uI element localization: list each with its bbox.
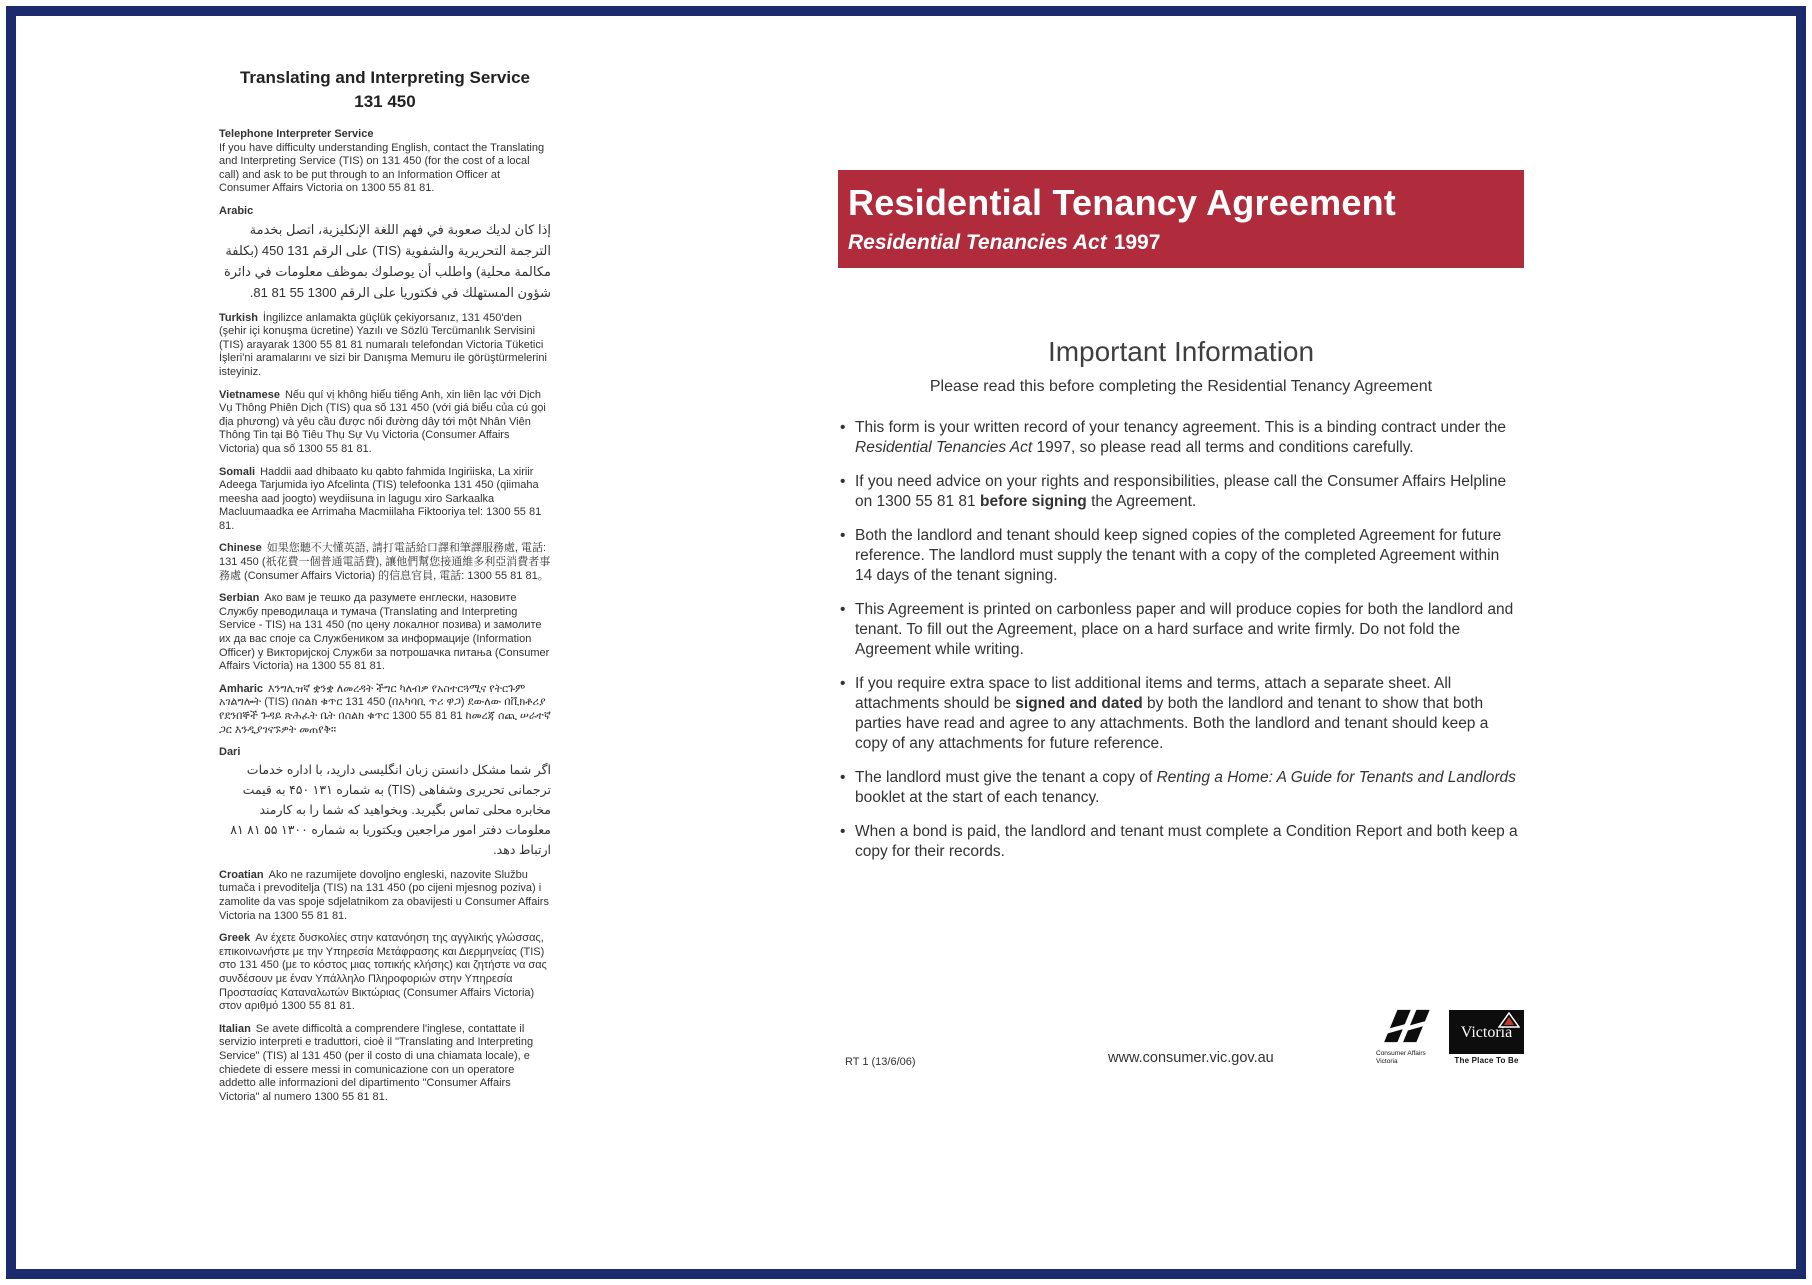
lang-text-telephone: If you have difficulty understanding English, contact the Translating and Interpreting Service (TIS) on 131 450 (for the cost of a local call) and ask to be put through to an Information Officer at Consumer Affairs Victoria on 1300 55 81 81.	[219, 141, 545, 195]
lang-section-greek	[219, 932, 551, 1014]
bullet-text-italic: Residential Tenancies Act	[855, 439, 1033, 456]
important-subheading: Please read this before completing the Residential Tenancy Agreement	[929, 378, 1433, 395]
lang-text-turkish: İngilizce anlamakta güçlük çekiyorsanız, 131 450'den (şehir içi konuşma ücretine) Yazılı ve Sözlü Tercümanlık Servisini (TIS) arayarak 1300 55 81 81 numaralı telefondan Victoria Tüketici İşleri'ni aramalarını ve sizi bir Danışma Memuru ile görüştürmelerini isteyiniz.	[219, 311, 547, 378]
lang-section-turkish	[219, 312, 551, 380]
lang-text-serbian: Ако вам је тешко да разумете енглески, назовите Службу преводилаца и тумача (Translating and Interpreting Service - TIS) на 131 450 (по цену локалног позива) и замолите их да вас споје са Службеником за информације (Information Officer) у Викторијској Служби за потрошачка питања (Consumer Affairs Victoria) на 1300 55 81 81.	[219, 592, 550, 673]
important-heading: Important Information	[1047, 336, 1315, 367]
victoria-logo-word: Victoria	[1460, 1024, 1513, 1041]
victoria-logo-tagline: The Place To Be	[1454, 1056, 1519, 1065]
lang-label-turkish: Turkish	[219, 311, 258, 324]
lang-label-chinese: Chinese	[219, 542, 262, 555]
document-subtitle	[848, 231, 1524, 255]
website-url: www.consumer.vic.gov.au	[1108, 1050, 1274, 1066]
consumer-affairs-logo-icon	[1376, 1008, 1434, 1044]
bullet-item	[840, 600, 1520, 660]
lang-section-telephone	[219, 128, 551, 196]
important-info-section	[838, 336, 1524, 396]
lang-label-italian: Italian	[219, 1022, 251, 1035]
bullet-text-bold: before signing	[979, 493, 1087, 510]
bullet-item	[840, 822, 1520, 862]
tis-title-line1: Translating and Interpreting Service	[239, 68, 531, 87]
translation-services-column	[219, 66, 551, 1104]
lang-text-chinese: 如果您聽不大懂英語, 請打電話給口譯和筆譯服務處, 電話: 131 450 (祇花費一個普通電話費), 讓他們幫您接通維多利亞消費者事務處 (Consumer Affairs Victoria) 的信息官員, 電話: 1300 55 81 81。	[219, 542, 551, 582]
bullet-item	[840, 526, 1520, 586]
agreement-info-column	[838, 0, 1524, 1285]
lang-section-chinese	[219, 542, 551, 583]
document-title: Residential Tenancy Agreement	[848, 182, 1396, 223]
lang-text-arabic: إذا كان لديك صعوبة في فهم اللغة الإنكليزية، اتصل بخدمة الترجمة التحريرية والشفوية (TIS) على الرقم 131 450 (بكلفة مكالمة محلية) واطلب أن يوصلوك بموظف معلومات في دائرة شؤون المستهلك في فكتوريا على الرقم 1300 55 81 81.	[223, 221, 551, 300]
lang-text-vietnamese: Nếu quí vị không hiểu tiếng Anh, xin liên lạc với Dịch Vụ Thông Phiên Dịch (TIS) qua số 131 450 (với giá biểu của cú gọi địa phương) và yêu cầu được nối đường dây tới một Nhân Viên Thông Tin tại Bộ Tiêu Thụ Sự Vụ Victoria (Consumer Affairs Victoria) qua số 1300 55 81 81.	[219, 388, 546, 455]
lang-section-italian	[219, 1023, 551, 1105]
bullet-text: the Agreement.	[1086, 493, 1197, 510]
act-year: 1997	[1113, 231, 1161, 254]
victoria-logo-box	[1449, 1010, 1524, 1054]
form-code: RT 1 (13/6/06)	[845, 1056, 916, 1068]
lang-text-dari: اگر شما مشکل دانستن زبان انگلیسی دارید، با اداره خدمات ترجمانی تحریری وشفاهی (TIS) به شماره ۱۳۱ ۴۵۰ به قیمت مخابره محلی تماس بگیرید. وبخواهید که شما را به کارمند معلومات دفتر امور مراجعین ویکتوریا به شماره ۱۳۰۰ ۵۵ ۸۱ ۸۱ ارتباط دهد.	[230, 762, 551, 857]
bullet-item	[840, 674, 1520, 754]
victoria-logo	[1449, 1010, 1524, 1065]
lang-text-somali: Haddii aad dhibaato ku qabto fahmida Ingiriiska, La xiriir Adeega Tarjumida iyo Afcelinta (TIS) telefoonka 131 450 (qiimaha meesha aad joogto) weydiisuna in lagugu xiro Sarkaalka Macluumaadka ee Arrimaha Macmiilaha Fiktooriya tel: 1300 55 81 81.	[219, 465, 542, 532]
lang-section-dari	[219, 746, 551, 860]
title-banner	[838, 170, 1524, 268]
lang-label-telephone: Telephone Interpreter Service	[219, 128, 374, 140]
lang-section-vietnamese	[219, 389, 551, 457]
cav-logo-line2: Victoria	[1376, 1057, 1398, 1065]
lang-section-amharic	[219, 683, 551, 737]
cav-logo-line1: Consumer Affairs	[1376, 1050, 1426, 1057]
lang-text-amharic: እንግሊዝኛ ቋንቋ ለመረዳት ችግር ካለብዎ የአስተርጓሚና የትርጉም አገልግሎት (TIS) በስልክ ቁጥር 131 450 (በአካባቢ ጥሪ ዋጋ) ደውለው በቪክቶሪያ የደንበኞች ጉዳይ ጽሕፈት ቤት በስልክ ቁጥር 1300 55 81 81 ከመረጃ ሰጪ ሠራተኛ ጋር እንዲያገናኙዎት መጠየቅ።	[219, 682, 551, 736]
bullet-text: This form is your written record of your tenancy agreement. This is a binding contract under the	[855, 419, 1507, 436]
bullet-text: The landlord must give the tenant a copy of	[855, 769, 1157, 786]
bullet-text: booklet at the start of each tenancy.	[855, 789, 1100, 806]
tis-title	[219, 66, 551, 114]
consumer-affairs-victoria-logo	[1376, 1008, 1440, 1065]
lang-section-serbian	[219, 592, 551, 674]
lang-text-italian: Se avete difficoltà a comprendere l'inglese, contattate il servizio interpreti e traduttori, cioè il "Translating and Interpreting Service" (TIS) al 131 450 (per il costo di una chiamata locale), e chiedete di essere messi in comunicazione con un operatore addetto alle informazioni del dipartimento "Consumer Affairs Victoria" al numero 1300 55 81 81.	[219, 1022, 534, 1103]
lang-text-greek: Αν έχετε δυσκολίες στην κατανόηση της αγγλικής γλώσσας, επικοινωνήστε με την Υπηρεσία Μετάφρασης και Διερμηνείας (TIS) στο 131 450 (με το κόστος μιας τοπικής κλήσης) και ζητήστε να σας συνδέσουν με έναν Υπάλληλο Πληροφοριών στην Υπηρεσία Προστασίας Καταναλωτών Βικτώριας (Consumer Affairs Victoria) στον αριθμό 1300 55 81 81.	[219, 932, 547, 1013]
bullet-text: This Agreement is printed on carbonless paper and will produce copies for both the landlord and tenant. To fill out the Agreement, place on a hard surface and write firmly. Do not fold the Agreement while writing.	[855, 601, 1514, 658]
important-bullet-list	[840, 418, 1520, 876]
bullet-text: Both the landlord and tenant should keep signed copies of the completed Agreement for future reference. The landlord must supply the tenant with a copy of the completed Agreement within 14 days of the tenant signing.	[855, 527, 1502, 584]
bullet-text: by both the landlord and tenant to show that both parties have read and agree to any attachments. Both the landlord and tenant should keep a copy of any attachments for future reference.	[855, 695, 1489, 752]
bullet-text-italic: Renting a Home: A Guide for Tenants and Landlords	[1156, 769, 1516, 786]
lang-label-vietnamese: Vietnamese	[219, 388, 280, 401]
lang-label-somali: Somali	[219, 465, 256, 478]
bullet-text-bold: signed and dated	[1015, 695, 1143, 712]
lang-label-arabic: Arabic	[219, 204, 254, 217]
bullet-text: If you require extra space to list additional items and terms, attach a separate sheet. All attachments should be	[855, 675, 1452, 712]
lang-label-greek: Greek	[219, 932, 251, 945]
act-name: Residential Tenancies Act	[848, 231, 1107, 254]
lang-label-amharic: Amharic	[219, 682, 264, 695]
bullet-item	[840, 768, 1520, 808]
lang-section-arabic	[219, 205, 551, 303]
tis-title-line2: 131 450	[354, 92, 416, 111]
lang-label-dari: Dari	[219, 746, 241, 759]
consumer-affairs-logo-text	[1376, 1050, 1440, 1065]
bullet-item	[840, 418, 1520, 458]
lang-section-somali	[219, 466, 551, 534]
bullet-item	[840, 472, 1520, 512]
lang-section-croatian	[219, 869, 551, 923]
bullet-text: If you need advice on your rights and responsibilities, please call the Consumer Affairs Helpline on 1300 55 81 81	[855, 473, 1507, 510]
lang-label-serbian: Serbian	[219, 592, 260, 605]
bullet-text: 1997, so please read all terms and conditions carefully.	[1032, 439, 1414, 456]
bullet-text: When a bond is paid, the landlord and tenant must complete a Condition Report and both keep a copy for their records.	[855, 823, 1518, 860]
lang-text-croatian: Ako ne razumijete dovoljno engleski, nazovite Službu tumača i prevoditelja (TIS) na 131 450 (po cijeni mjesnog poziva) i zamolite da vas spoje sdjelatnikom za obavijesti u Consumer Affairs Victoria na 1300 55 81 81.	[219, 868, 549, 922]
lang-label-croatian: Croatian	[219, 868, 264, 881]
